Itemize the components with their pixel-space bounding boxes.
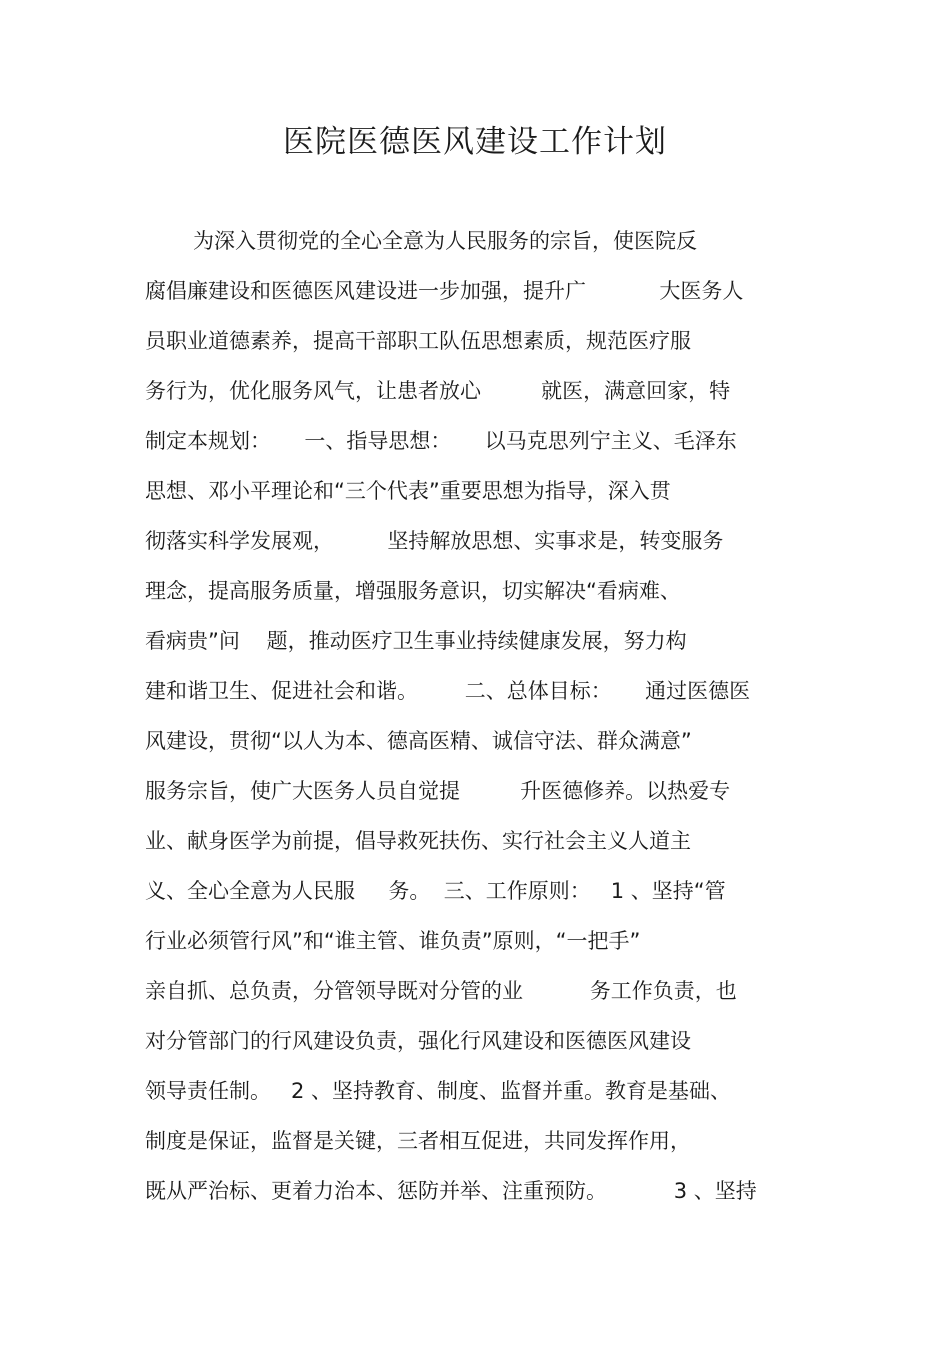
paragraph-line: 业、献身医学为前提，倡导救死扶伤、实行社会主义人道主	[145, 829, 691, 853]
paragraph-line: 风建设，贯彻“以人为本、德高医精、诚信守法、群众满意”	[145, 729, 692, 753]
paragraph-line: 看病贵”问 题，推动医疗卫生事业持续健康发展，努力构	[145, 629, 687, 653]
paragraph-line: 员职业道德素养，提高干部职工队伍思想素质，规范医疗服	[145, 329, 691, 353]
paragraph-line: 对分管部门的行风建设负责，强化行风建设和医德医风建设	[145, 1029, 691, 1053]
paragraph-line: 服务宗旨，使广大医务人员自觉提 升医德修养。以热爱专	[145, 779, 731, 803]
paragraph-line: 领导责任制。 2 、坚持教育、制度、监督并重。教育是基础、	[145, 1079, 732, 1103]
paragraph-line: 行业必须管行风”和“谁主管、谁负责”原则，“一把手”	[145, 929, 641, 953]
paragraph-line: 务行为，优化服务风气，让患者放心 就医，满意回家，特	[145, 379, 731, 403]
paragraph-line: 建和谐卫生、促进社会和谐。 二、总体目标： 通过医德医	[145, 679, 751, 703]
paragraph-line: 制定本规划： 一、指导思想： 以马克思列宁主义、毛泽东	[145, 429, 737, 453]
paragraph-line: 腐倡廉建设和医德医风建设进一步加强，提升广 大医务人	[145, 279, 744, 303]
paragraph-line: 思想、邓小平理论和“三个代表”重要思想为指导，深入贯	[145, 479, 671, 503]
paragraph-line: 彻落实科学发展观， 坚持解放思想、实事求是，转变服务	[145, 529, 724, 553]
paragraph-line: 为深入贯彻党的全心全意为人民服务的宗旨，使医院反	[193, 229, 697, 253]
paragraph-line: 义、全心全意为人民服 务。 三、工作原则： 1 、坚持“管	[145, 879, 726, 903]
paragraph-line: 理念，提高服务质量，增强服务意识，切实解决“看病难、	[145, 579, 681, 603]
document-title: 医院医德医风建设工作计划	[283, 124, 667, 160]
paragraph-line: 制度是保证，监督是关键，三者相互促进，共同发挥作用，	[145, 1129, 691, 1153]
paragraph-line: 亲自抓、总负责，分管领导既对分管的业 务工作负责，也	[145, 979, 737, 1003]
paragraph-line: 既从严治标、更着力治本、惩防并举、注重预防。 3 、坚持	[145, 1179, 757, 1203]
